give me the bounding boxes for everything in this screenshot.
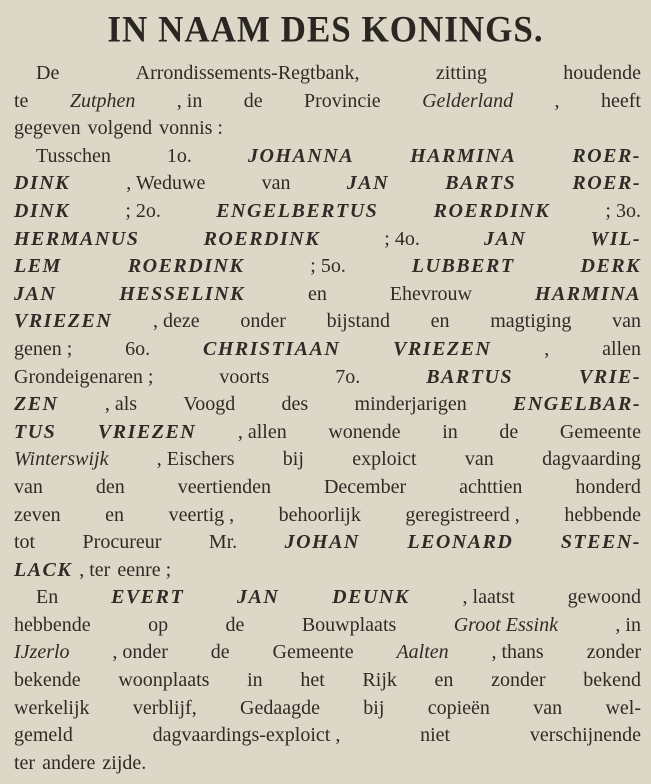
name-text: JAN <box>237 586 280 609</box>
text-line <box>14 170 641 198</box>
word: , allen <box>237 420 287 443</box>
name-text: JAN <box>14 282 57 305</box>
word: dagvaardings-exploict , <box>152 724 341 747</box>
text-line <box>14 750 641 778</box>
name-text: HARMINA <box>534 282 641 305</box>
text-line <box>14 502 641 530</box>
word: , <box>544 337 550 360</box>
word: heeft <box>600 89 641 112</box>
word: dagvaarding <box>542 448 641 471</box>
word: , deze <box>153 310 200 333</box>
name-text: VRIEZEN <box>14 310 113 333</box>
text-line <box>14 695 641 723</box>
word: in <box>442 420 458 443</box>
word: hebbende <box>564 503 641 526</box>
word: wonende <box>328 420 401 443</box>
word: Gedaagde <box>240 696 320 719</box>
word: Grondeigenaren ; <box>14 365 154 388</box>
word: niet <box>420 724 451 747</box>
word: woonplaats <box>118 669 210 692</box>
word: zitting <box>435 62 487 84</box>
text-line <box>14 281 641 309</box>
place-name-text: Zutphen <box>69 89 136 112</box>
word: ; 2o. <box>125 199 161 222</box>
word: gemeld <box>14 724 73 747</box>
place-name-text: Winterswijk <box>14 448 109 471</box>
text-line <box>14 557 641 585</box>
name-text: LUBBERT <box>411 255 515 278</box>
word: Procureur <box>82 531 162 554</box>
place-name-text: Gelderland <box>422 89 514 112</box>
word: voorts <box>219 365 270 388</box>
text-line <box>14 60 641 88</box>
name-text: ENGELBAR- <box>513 393 641 416</box>
name-text: ROERDINK <box>433 199 551 222</box>
word: De <box>36 62 60 84</box>
word: ; 4o. <box>384 227 420 250</box>
name-text: LACK <box>14 558 73 581</box>
word: bekend <box>583 669 641 692</box>
word: December <box>323 475 407 498</box>
word: Rijk <box>362 669 397 692</box>
word: van <box>464 448 494 471</box>
word: Mr. <box>208 531 238 554</box>
name-text: ROER- <box>572 144 641 167</box>
word: , thans <box>491 641 544 664</box>
word: van <box>533 696 563 719</box>
name-text: DERK <box>580 255 641 278</box>
word: te <box>14 89 29 112</box>
word: en <box>307 282 327 305</box>
name-text: JOHAN <box>284 531 360 554</box>
word: op <box>148 613 169 636</box>
word: wel- <box>605 696 641 719</box>
word: bij <box>282 448 304 471</box>
name-text: ENGELBERTUS <box>216 199 379 222</box>
word: de <box>243 89 263 112</box>
text-line <box>14 226 641 254</box>
word: des <box>281 393 309 416</box>
word: , <box>554 89 560 112</box>
name-text: EVERT <box>111 586 185 609</box>
word: En <box>36 586 59 609</box>
name-text: BARTS <box>445 172 517 195</box>
word: , Weduwe <box>126 172 206 195</box>
name-text: LEM <box>14 255 62 278</box>
word: Provincie <box>304 89 381 112</box>
word: Ehevrouw <box>389 282 472 305</box>
name-text: DEUNK <box>332 586 410 609</box>
headline: IN NAAM DES KONINGS. <box>107 9 544 50</box>
text-line <box>14 391 641 419</box>
name-text: LEONARD <box>407 531 514 554</box>
name-text: TUS <box>14 420 57 443</box>
name-text: JOHANNA <box>248 144 355 167</box>
word: , laatst <box>462 586 515 609</box>
word: ; 5o. <box>310 255 346 278</box>
name-text: HARMINA <box>410 144 517 167</box>
name-text: STEEN- <box>560 531 641 554</box>
word: de <box>210 641 230 664</box>
word: de <box>499 420 519 443</box>
word: en <box>430 310 450 333</box>
word: genen ; <box>14 337 73 360</box>
word: houdende <box>563 62 641 84</box>
article-body <box>14 60 641 777</box>
word: ; 3o. <box>605 199 641 222</box>
text-line <box>14 419 641 447</box>
word: minderjarigen <box>354 393 467 416</box>
word: eenre ; <box>117 558 172 581</box>
word: , in <box>615 613 641 636</box>
word: in <box>247 669 263 692</box>
word: zeven <box>14 503 61 526</box>
word: onder <box>240 310 286 333</box>
word: verschijnende <box>529 724 641 747</box>
word: veertienden <box>177 475 271 498</box>
text-line <box>14 446 641 474</box>
word: Tusschen <box>36 144 111 167</box>
word: bij <box>363 696 385 719</box>
text-line <box>14 198 641 226</box>
text-line <box>14 253 641 281</box>
word: ter <box>14 751 36 774</box>
word: zonder <box>586 641 641 664</box>
word: Gemeente <box>272 641 354 664</box>
word: 1o. <box>166 144 192 167</box>
word: , in <box>176 89 203 112</box>
word: van <box>612 310 641 333</box>
word: Gemeente <box>559 420 641 443</box>
word: geregistreerd , <box>405 503 520 526</box>
text-line <box>14 722 641 750</box>
text-line <box>14 308 641 336</box>
word: den <box>95 475 125 498</box>
word: , Eischers <box>156 448 235 471</box>
word: zijde. <box>102 751 147 774</box>
place-name-text: Groot Essink <box>453 613 558 636</box>
word: werkelijk <box>14 696 90 719</box>
word: Voogd <box>183 393 236 416</box>
name-text: HERMANUS <box>14 227 140 250</box>
word: bekende <box>14 669 81 692</box>
word: gewoond <box>567 586 641 609</box>
word: vonnis : <box>159 117 223 140</box>
name-text: ROERDINK <box>127 255 245 278</box>
text-line <box>14 88 641 116</box>
word: , als <box>104 393 138 416</box>
word: tot <box>14 531 36 554</box>
word: copieën <box>427 696 490 719</box>
name-text: HESSELINK <box>119 282 245 305</box>
word: 6o. <box>125 337 151 360</box>
name-text: ZEN <box>14 393 59 416</box>
place-name-text: IJzerlo <box>14 641 70 664</box>
word: veertig , <box>168 503 235 526</box>
name-text: JAN <box>346 172 390 195</box>
name-text: BARTUS <box>426 365 514 388</box>
word: Arrondissements-Regtbank, <box>135 62 360 84</box>
word: andere <box>42 751 96 774</box>
word: gegeven <box>14 117 81 140</box>
word: van <box>261 172 291 195</box>
word: zonder <box>491 669 546 692</box>
name-text: DINK <box>14 172 71 195</box>
word: exploict <box>352 448 417 471</box>
name-text: WIL- <box>590 227 641 250</box>
word: 7o. <box>335 365 361 388</box>
word: en <box>434 669 454 692</box>
text-line <box>14 612 641 640</box>
word: volgend <box>87 117 153 140</box>
word: van <box>14 475 43 498</box>
word: de <box>225 613 245 636</box>
word: achttien <box>459 475 523 498</box>
text-line <box>14 639 641 667</box>
text-line <box>14 667 641 695</box>
word: , ter <box>79 558 111 581</box>
word: , onder <box>112 641 168 664</box>
name-text: VRIEZEN <box>97 420 197 443</box>
name-text: CHRISTIAAN <box>203 337 341 360</box>
text-line <box>14 364 641 392</box>
word: bijstand <box>326 310 390 333</box>
name-text: JAN <box>484 227 527 250</box>
word: het <box>300 669 325 692</box>
text-line <box>14 529 641 557</box>
word: Bouwplaats <box>301 613 397 636</box>
word: behoorlijk <box>278 503 361 526</box>
place-name-text: Aalten <box>396 641 449 664</box>
word: hebbende <box>14 613 91 636</box>
word: magtiging <box>490 310 572 333</box>
word: en <box>105 503 125 526</box>
text-line <box>14 115 641 143</box>
name-text: ROERDINK <box>203 227 321 250</box>
text-line <box>14 336 641 364</box>
name-text: VRIEZEN <box>393 337 492 360</box>
word: verblijf, <box>132 696 197 719</box>
name-text: ROER- <box>572 172 641 195</box>
word: allen <box>602 337 641 360</box>
text-line <box>14 143 641 171</box>
text-line <box>14 474 641 502</box>
name-text: DINK <box>14 199 71 222</box>
text-line <box>14 584 641 612</box>
name-text: VRIE- <box>579 365 641 388</box>
word: honderd <box>575 475 641 498</box>
